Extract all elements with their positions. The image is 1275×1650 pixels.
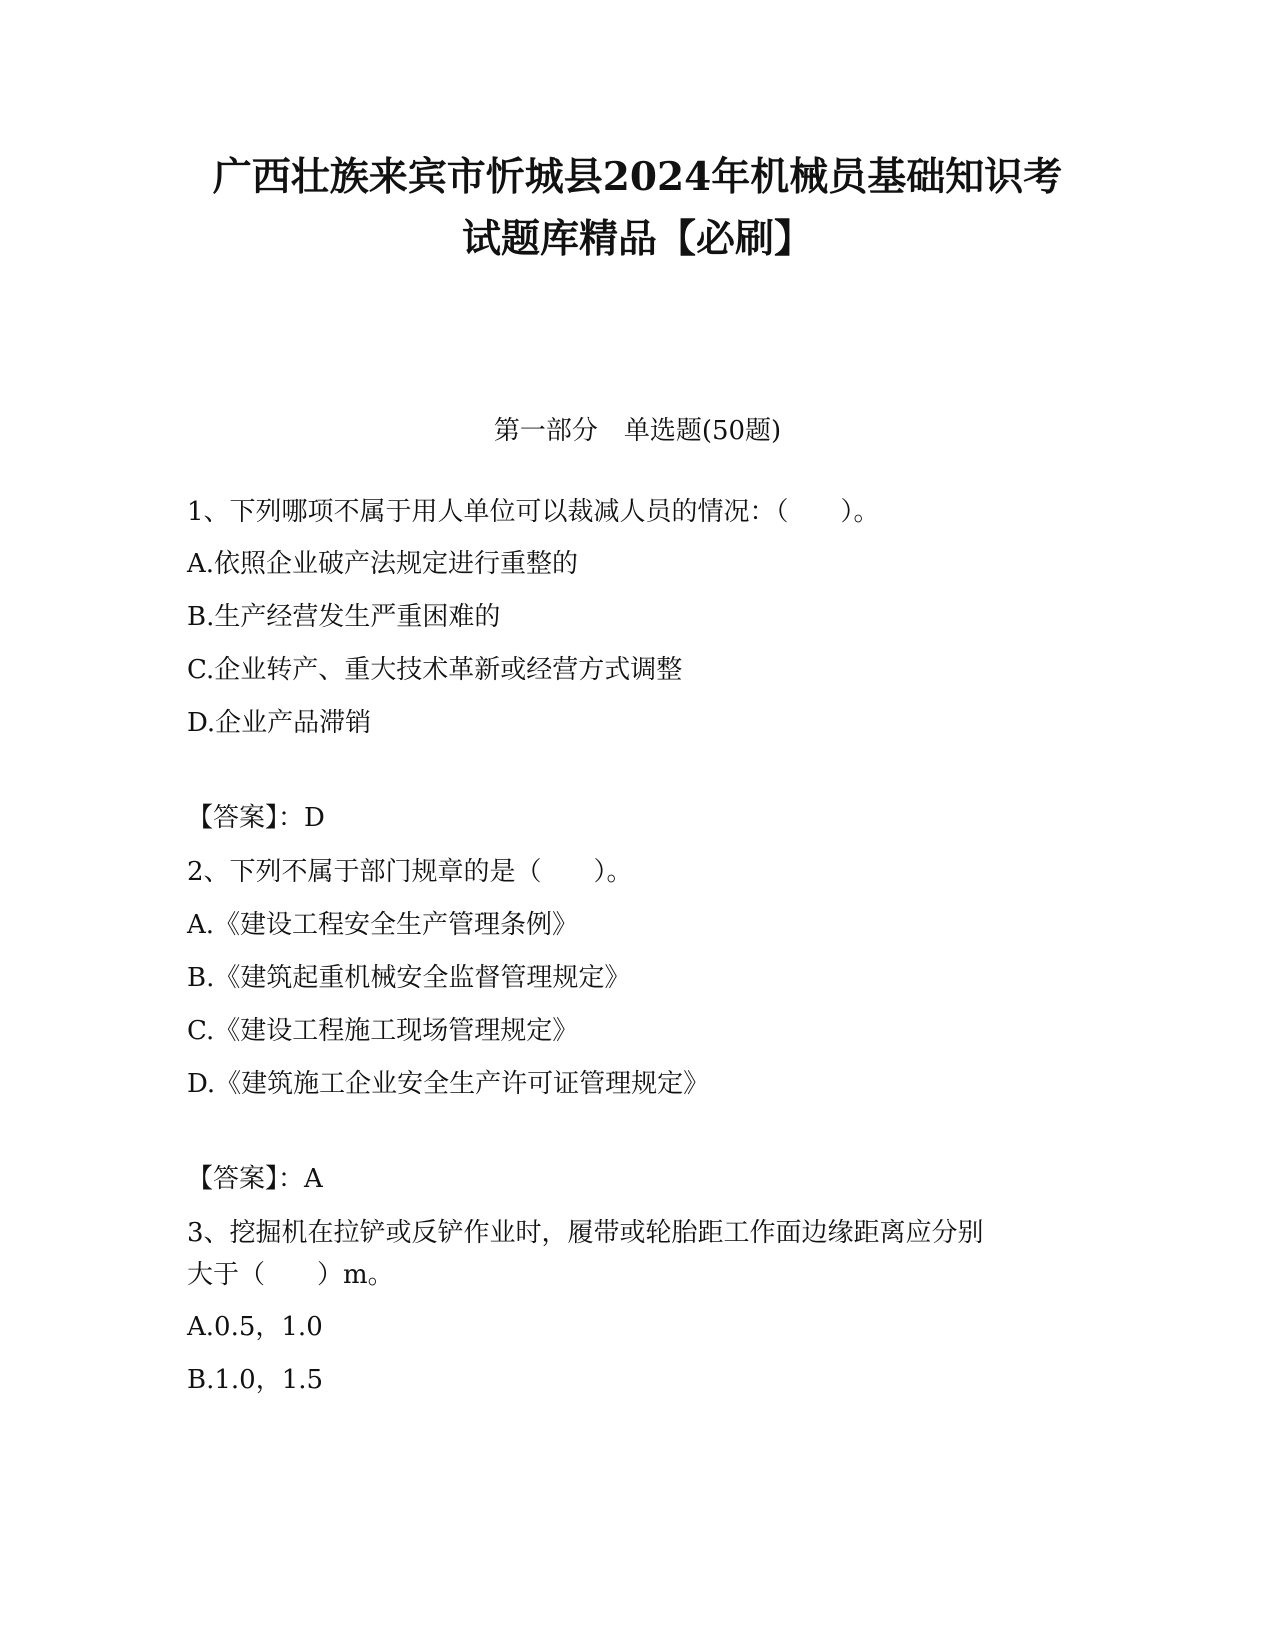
question-1-option-c: C.企业转产、重大技术革新或经营方式调整 <box>187 655 683 685</box>
question-1-stem: 1、下列哪项不属于用人单位可以裁减人员的情况：（ ）。 <box>187 497 880 527</box>
question-3-option-a: A.0.5，1.0 <box>187 1312 323 1342</box>
question-2-option-d: D.《建筑施工企业安全生产许可证管理规定》 <box>187 1069 710 1099</box>
question-3-stem-line-2: 大于（ ）m。 <box>187 1260 394 1290</box>
question-2-option-a: A.《建设工程安全生产管理条例》 <box>187 910 579 940</box>
question-3-stem-line-1: 3、挖掘机在拉铲或反铲作业时，履带或轮胎距工作面边缘距离应分别 <box>187 1218 984 1248</box>
question-2-stem: 2、下列不属于部门规章的是（ ）。 <box>187 857 633 887</box>
question-3-option-b: B.1.0，1.5 <box>187 1365 324 1395</box>
question-1-option-a: A.依照企业破产法规定进行重整的 <box>187 549 579 579</box>
section-heading: 第一部分 单选题(50题) <box>493 416 782 446</box>
question-2-option-b: B.《建筑起重机械安全监督管理规定》 <box>187 963 631 993</box>
title-line-1: 广西壮族来宾市忻城县2024年机械员基础知识考 <box>212 154 1063 200</box>
document-title <box>150 146 1125 270</box>
question-1-option-d: D.企业产品滞销 <box>187 708 372 738</box>
question-1-option-b: B.生产经营发生严重困难的 <box>187 602 501 632</box>
title-line-2: 试题库精品【必刷】 <box>461 216 813 262</box>
question-2-answer: 【答案】：A <box>187 1164 323 1194</box>
question-2-option-c: C.《建设工程施工现场管理规定》 <box>187 1016 579 1046</box>
question-1-answer: 【答案】：D <box>187 803 325 833</box>
